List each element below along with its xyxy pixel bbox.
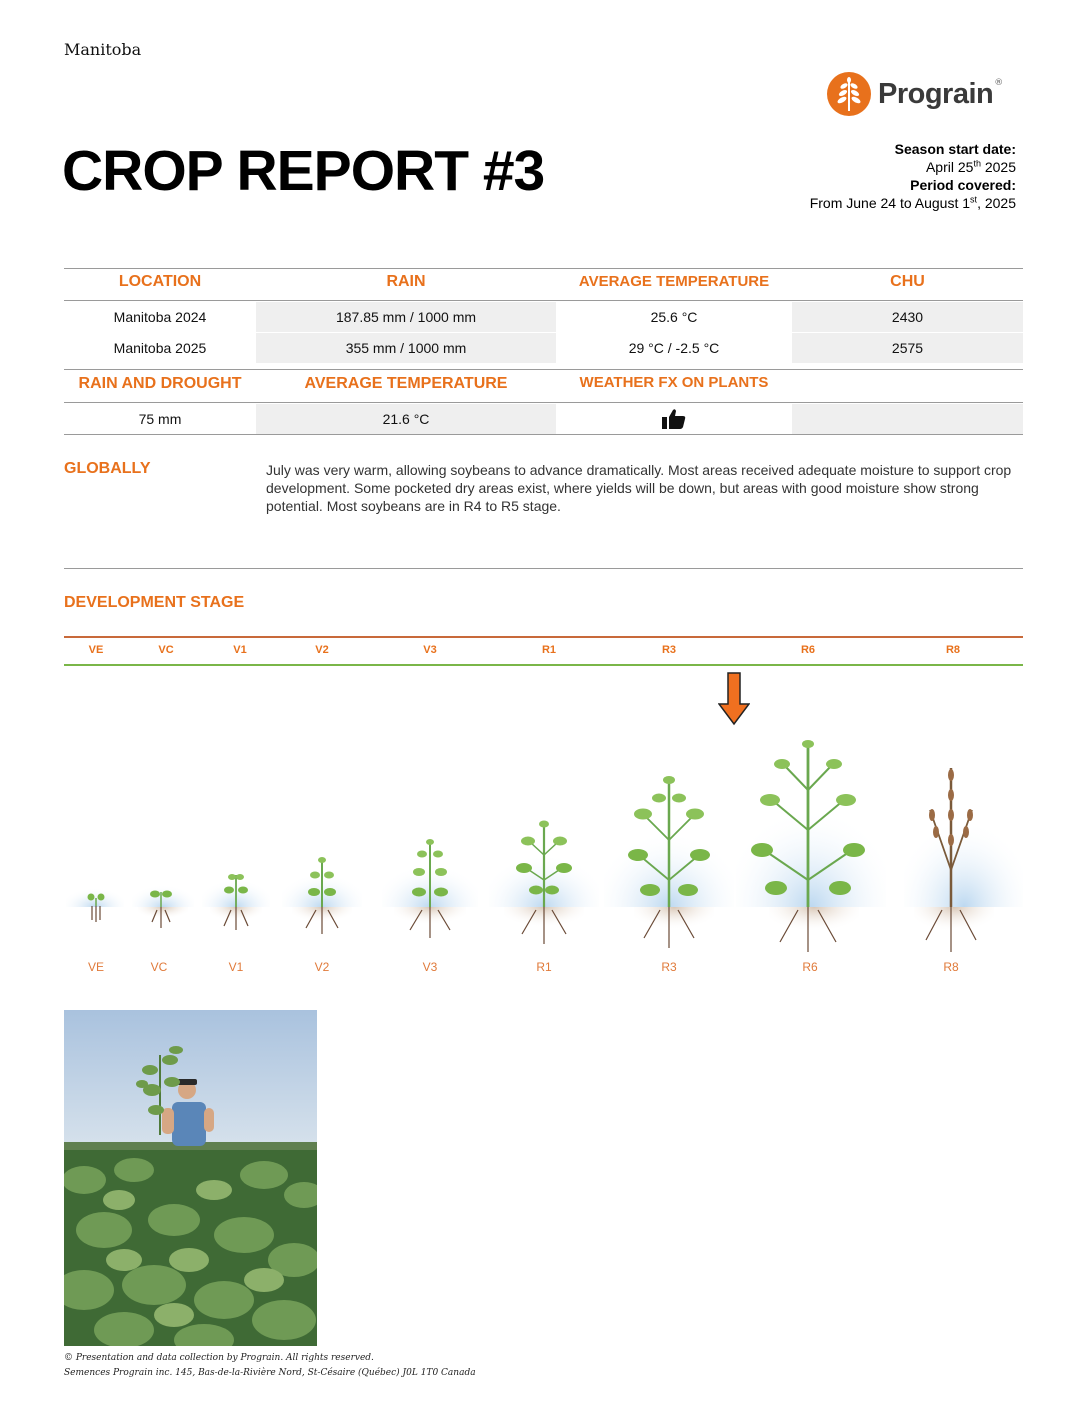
- cell-empty: [792, 404, 1023, 434]
- cell-avg-temp: 25.6 °C: [650, 309, 698, 325]
- stage-label-top: V2: [315, 644, 329, 656]
- header-avg-temp-2: AVERAGE TEMPERATURE: [304, 375, 508, 392]
- stage-label-bottom: R3: [661, 960, 677, 974]
- cell-chu: 2430: [792, 302, 1023, 332]
- plant-ve: [66, 875, 124, 922]
- plant-r8: [904, 760, 1023, 952]
- plant-v3: [382, 835, 478, 938]
- stage-label-bottom: VE: [87, 960, 105, 974]
- stage-label-top: VC: [158, 644, 174, 656]
- plant-growth-illustration: [64, 730, 1023, 955]
- section-rule: [64, 568, 1023, 569]
- globally-text: July was very warm, allowing soybeans to advance dramatically. Most areas received adequate moisture to support crop development. Some pocketed dry areas exist, where yields will be down, but areas with good moisture show strong potential. Most soybeans are in R4 to R5 stage.: [266, 462, 1012, 514]
- cell-rain: 355 mm / 1000 mm: [256, 333, 556, 363]
- plant-r3: [604, 776, 734, 948]
- stage-label-bottom: R6: [802, 960, 818, 974]
- stage-label-bottom: R1: [536, 960, 552, 974]
- table-rule: [64, 402, 1023, 403]
- stage-label-bottom: V3: [422, 960, 438, 974]
- wheat-logo-icon: [826, 71, 872, 117]
- down-arrow-icon: [718, 672, 750, 726]
- development-stage-label: DEVELOPMENT STAGE: [64, 594, 245, 611]
- cell-location: Manitoba 2024: [113, 309, 207, 325]
- stage-bar-bottom: [64, 664, 1023, 666]
- stage-label-top: V3: [423, 644, 437, 656]
- table-rule: [64, 268, 1023, 269]
- plant-v1: [202, 860, 270, 931]
- stage-label-top: VE: [88, 644, 104, 656]
- registered-mark: ®: [994, 78, 1004, 88]
- stage-label-bottom: VC: [150, 960, 168, 974]
- logo-wordmark: Prograin: [878, 77, 994, 110]
- season-start-date: April 25th 2025: [925, 158, 1016, 175]
- stage-label-top: R8: [945, 644, 961, 656]
- header-avg-temp: AVERAGE TEMPERATURE: [578, 273, 770, 290]
- stage-bar-top: [64, 636, 1023, 638]
- cell-weather-fx: [556, 404, 792, 434]
- stage-label-top: R6: [800, 644, 816, 656]
- plant-vc: [132, 870, 194, 928]
- footer-address: Semences Prograin inc. 145, Bas-de-la-Rivière Nord, St-Césaire (Québec) J0L 1T0 Canada: [64, 1368, 476, 1378]
- stage-label-bottom: V1: [228, 960, 244, 974]
- header-chu: CHU: [890, 273, 925, 290]
- season-info: [810, 140, 1016, 212]
- cell-rain-drought: 75 mm: [138, 411, 182, 427]
- thumbs-up-icon: [661, 408, 687, 430]
- season-start-label: Season start date:: [894, 141, 1016, 157]
- cell-location: Manitoba 2025: [113, 340, 207, 356]
- header-rain-drought: RAIN AND DROUGHT: [78, 375, 242, 392]
- globally-label: GLOBALLY: [64, 460, 151, 477]
- region-label: Manitoba: [64, 40, 142, 59]
- stage-label-top: V1: [233, 644, 247, 656]
- prograin-logo: [826, 68, 1022, 120]
- table-rule: [64, 434, 1023, 435]
- stage-label-bottom: R8: [943, 960, 959, 974]
- plant-v2: [282, 850, 362, 934]
- stage-label-top: R3: [661, 644, 677, 656]
- header-weather-fx: WEATHER FX ON PLANTS: [579, 374, 769, 391]
- plant-r6: [736, 740, 886, 952]
- table-rule: [64, 369, 1023, 370]
- stage-label-top: R1: [541, 644, 557, 656]
- period-label: Period covered:: [910, 177, 1016, 193]
- field-photo: [64, 1010, 317, 1346]
- header-rain: RAIN: [386, 273, 426, 290]
- plant-r1: [489, 818, 599, 944]
- header-location: LOCATION: [118, 273, 202, 290]
- page-title: CROP REPORT #3: [62, 139, 545, 203]
- stage-label-bottom: V2: [314, 960, 330, 974]
- cell-chu: 2575: [792, 333, 1023, 363]
- cell-avg-temp-2: 21.6 °C: [256, 404, 556, 434]
- cell-avg-temp: 29 °C / -2.5 °C: [628, 340, 720, 356]
- cell-rain: 187.85 mm / 1000 mm: [256, 302, 556, 332]
- footer-copyright: © Presentation and data collection by Prograin. All rights reserved.: [64, 1353, 374, 1363]
- table-rule: [64, 300, 1023, 301]
- period-covered: From June 24 to August 1st, 2025: [809, 194, 1016, 211]
